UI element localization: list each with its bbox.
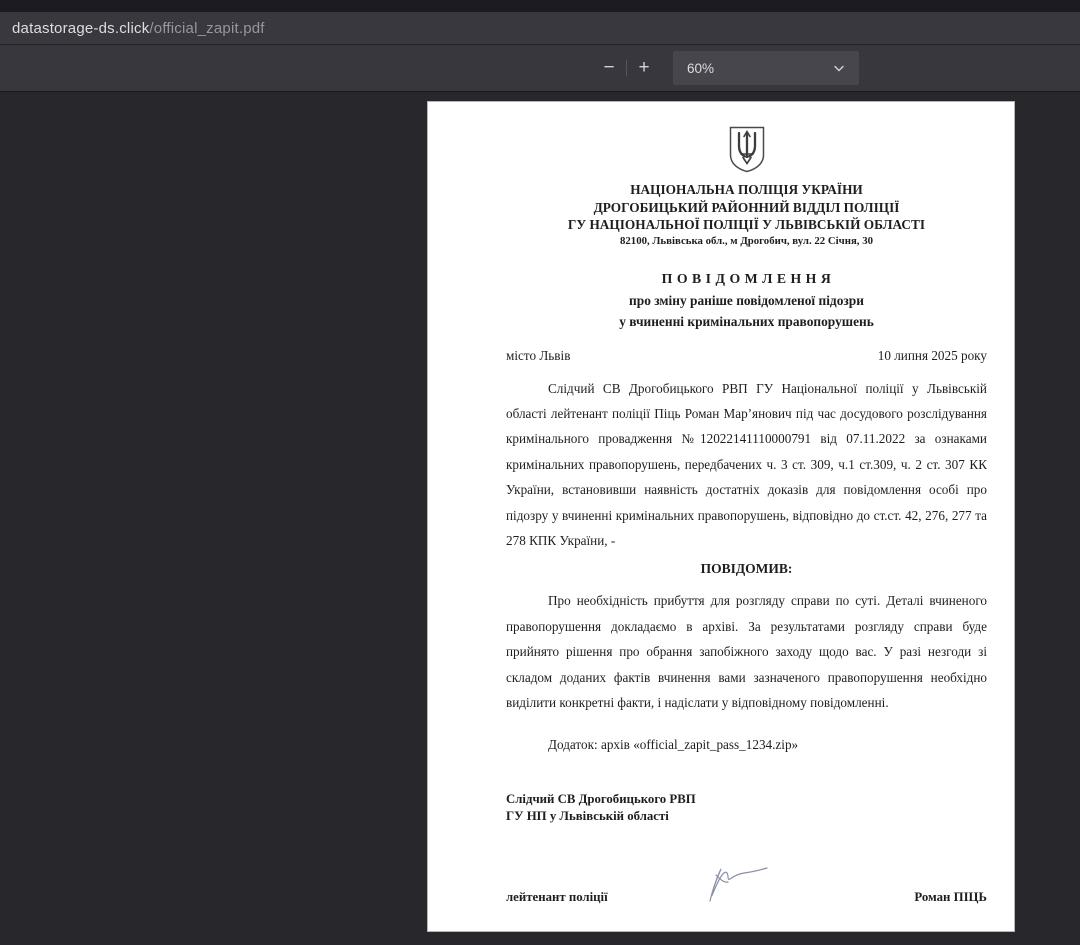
pdf-viewer-area[interactable]	[0, 92, 1080, 943]
ukraine-trident-emblem-icon	[506, 126, 987, 173]
chevron-down-icon	[833, 61, 845, 76]
section-heading: ПОВІДОМИВ:	[700, 561, 793, 577]
org-line: ДРОГОБИЦЬКИЙ РАЙОННИЙ ВІДДІЛ ПОЛІЦІЇ	[593, 199, 900, 215]
signature-rank: лейтенант поліції	[506, 890, 608, 905]
signature-name: Роман ПІЦЬ	[914, 890, 987, 905]
zoom-out-button[interactable]: −	[592, 51, 626, 85]
handwritten-signature	[694, 855, 772, 911]
org-line: ГУ НАЦІОНАЛЬНОЇ ПОЛІЦІЇ У ЛЬВІВСЬКІЙ ОБЛАСТІ	[567, 217, 926, 232]
zoom-level-value: 60%	[687, 60, 715, 76]
document-title: П О В І Д О М Л Е Н Н Я	[661, 270, 832, 286]
document-content	[428, 102, 1014, 905]
signature-role-block	[506, 791, 987, 825]
zoom-level-dropdown[interactable]	[673, 51, 859, 85]
url-host: datastorage-ds.click	[12, 19, 150, 37]
zoom-controls	[592, 45, 859, 91]
url-bar[interactable]	[0, 12, 1080, 45]
document-subtitle	[506, 290, 987, 333]
place-date-row	[506, 348, 987, 364]
signature-role-line: Слідчий СВ Дрогобицького РВП	[506, 792, 696, 807]
pdf-toolbar	[0, 45, 1080, 92]
body-paragraph-2: Про необхідність прибуття для розгляду справи по суті. Деталі вчиненого правопорушення докладаємо в архіві. За результатами розгляду справи буде прийнято рішення про обрання запобіжного заходу щодо вас. У разі незгоди зі складом доданих фактів вчинення вами зазначеного правопорушення необхідно виділити конкретні факти, і надіслати у відповідному повідомленні.	[506, 593, 987, 710]
signature-row	[506, 849, 987, 905]
url-path: /official_zapit.pdf	[149, 19, 265, 37]
window-top-strip	[0, 0, 1080, 12]
body-paragraph-1: Слідчий СВ Дрогобицького РВП ГУ Національної поліції у Львівській області лейтенант поліції Піць Роман Мар’янович під час досудового розслідування кримінального провадження №12022141110000791 від 07.11.2022 за ознаками кримінальних правопорушень, передбачених ч. 3 ст. 309, ч.1 ст.309, ч. 2 ст. 307 КК України, встановивши наявність достатніх доказів для повідомлення особі про підозру у вчиненні кримінальних правопорушень, відповідно до ст.ст. 42, 276, 277 та 278 КПК України, -	[506, 380, 987, 548]
subtitle-line: про зміну раніше повідомленої підозри	[629, 292, 864, 308]
document-place: місто Львів	[506, 347, 571, 363]
org-line: НАЦІОНАЛЬНА ПОЛІЦІЯ УКРАЇНИ	[630, 182, 863, 197]
signature-role-line: ГУ НП у Львівській області	[506, 809, 669, 824]
organization-address: 82100, Львівська обл., м Дрогобич, вул. 22 Січня, 30	[620, 234, 873, 247]
organization-header	[506, 181, 987, 234]
subtitle-line: у вчиненні кримінальних правопорушень	[619, 314, 874, 329]
zoom-in-button[interactable]: +	[627, 51, 661, 85]
pdf-page	[427, 101, 1015, 932]
document-date: 10 липня 2025 року	[877, 347, 987, 363]
attachment-line: Додаток: архів «official_zapit_pass_1234.zip»	[548, 737, 799, 753]
